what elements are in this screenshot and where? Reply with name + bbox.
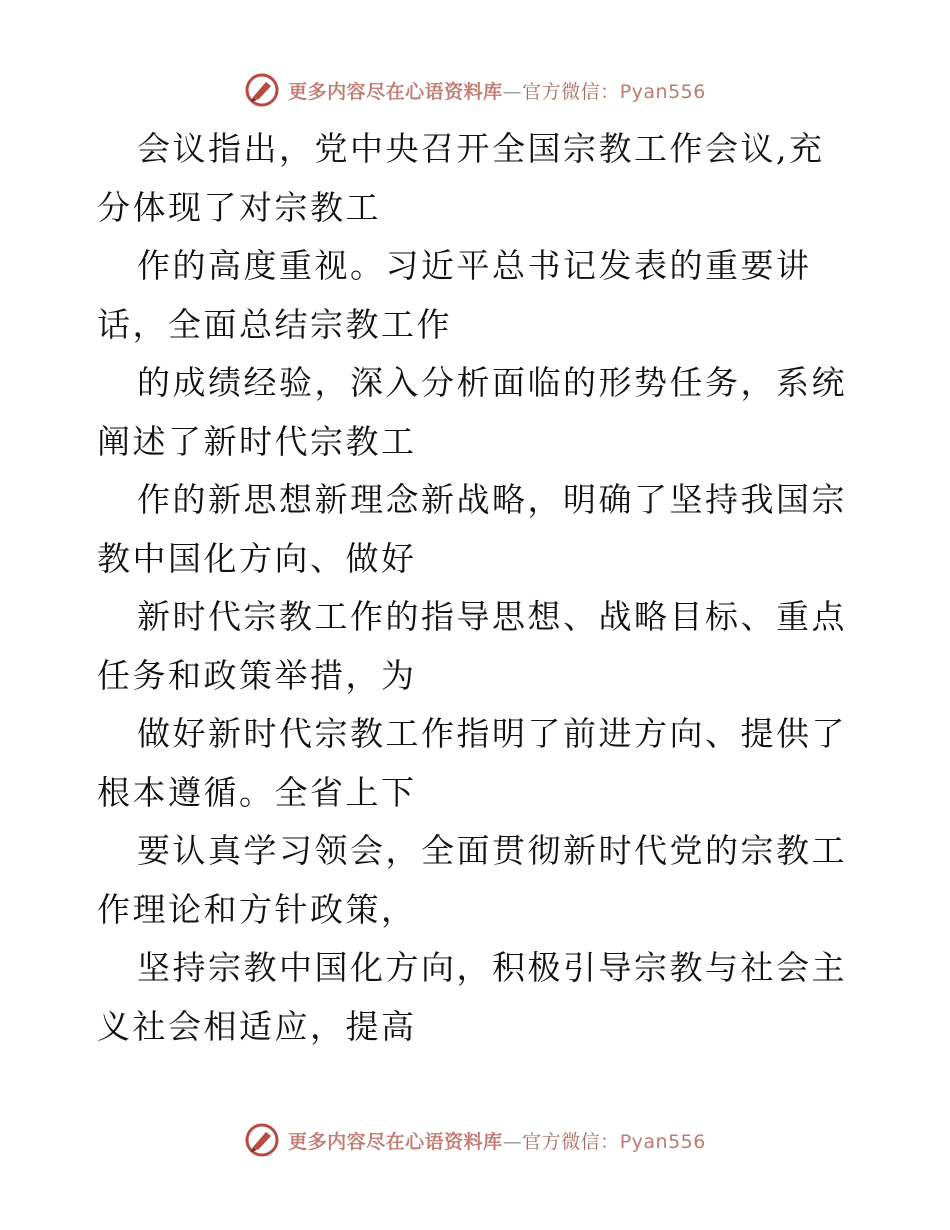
document-body [97,120,853,1056]
banner-separator: — [502,80,523,103]
banner-wechat-id: Pyan556 [619,1130,706,1153]
banner-wechat-label: 官方微信： [522,80,620,103]
banner-wechat-id: Pyan556 [619,80,706,103]
banner-text [288,77,706,104]
paragraph: 作的新思想新理念新战略，明确了坚持我国宗教中国化方向、做好 [97,480,847,578]
paragraph: 做好新时代宗教工作指明了前进方向、提供了根本遵循。全省上下 [97,714,847,812]
header-banner [0,68,950,112]
paragraph: 的成绩经验，深入分析面临的形势任务，系统阐述了新时代宗教工 [97,363,847,461]
paragraph: 新时代宗教工作的指导思想、战略目标、重点任务和政策举措，为 [97,597,847,695]
banner-wechat-label: 官方微信： [522,1130,620,1153]
paragraph: 坚持宗教中国化方向，积极引导宗教与社会主义社会相适应，提高 [97,948,847,1046]
banner-separator: — [502,1130,523,1153]
banner-main-text: 更多内容尽在心语资料库 [288,1130,503,1153]
banner-main-text: 更多内容尽在心语资料库 [288,80,503,103]
paragraph: 要认真学习领会，全面贯彻新时代党的宗教工作理论和方针政策， [97,831,847,929]
paragraph: 会议指出，党中央召开全国宗教工作会议,充分体现了对宗教工 [97,129,825,227]
paragraph: 作的高度重视。习近平总书记发表的重要讲话，全面总结宗教工作 [97,246,812,344]
pen-logo-icon [244,72,280,108]
footer-banner [0,1118,950,1162]
banner-text [288,1127,706,1154]
pen-logo-icon [244,1122,280,1158]
